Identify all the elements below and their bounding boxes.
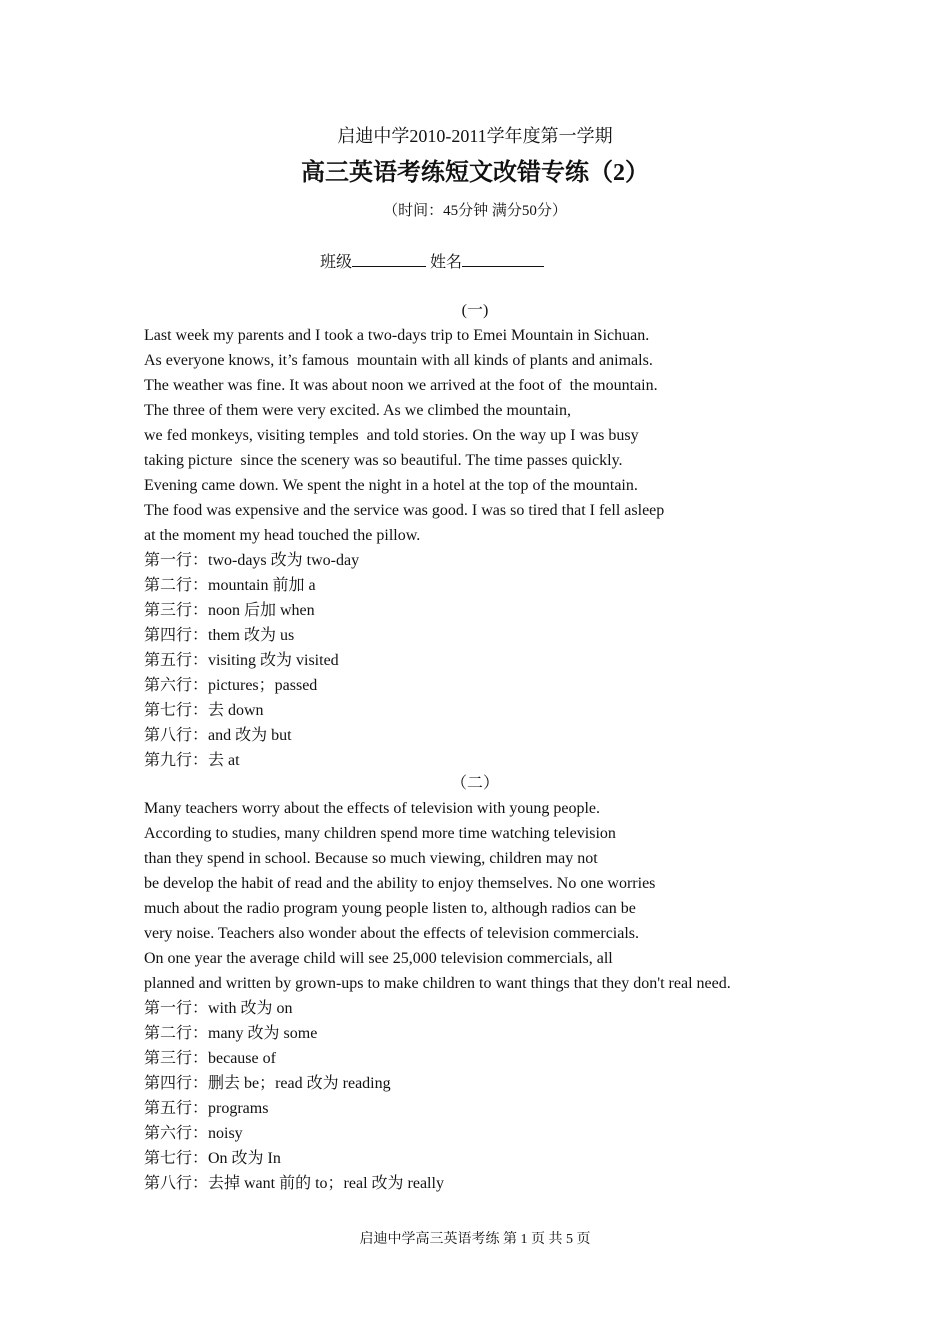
section-1-heading: (一) (461, 302, 489, 319)
passage-line: Many teachers worry about the effects of television with young people. (144, 800, 601, 817)
student-info-line (320, 250, 544, 274)
answer-line: 第五行：programs (144, 1100, 269, 1117)
answer-line: 第七行：去 down (144, 702, 264, 719)
answer-line: 第三行：because of (144, 1050, 276, 1067)
answer-line: 第六行：pictures；passed (144, 677, 318, 694)
answer-line: 第四行：them 改为 us (144, 627, 295, 644)
passage-line: The weather was fine. It was about noon we arrived at the foot of the mountain. (144, 377, 658, 394)
answer-line: 第八行：去掉 want 前的 to；real 改为 really (144, 1175, 444, 1192)
exam-time-info: （时间：45分钟 满分50分） (383, 203, 567, 219)
page-title: 高三英语考练短文改错专练（2） (301, 160, 649, 186)
page-footer: 启迪中学高三英语考练 第 1 页 共 5 页 (359, 1232, 591, 1247)
passage-line: we fed monkeys, visiting temples and told stories. On the way up I was busy (144, 427, 639, 444)
answer-line: 第七行：On 改为 In (144, 1150, 281, 1167)
answer-line: 第二行：mountain 前加 a (144, 577, 316, 594)
passage-line: at the moment my head touched the pillow. (144, 527, 421, 544)
passage-line: much about the radio program young people listen to, although radios can be (144, 900, 636, 917)
name-blank (462, 250, 544, 267)
passage-line: On one year the average child will see 25,000 television commercials, all (144, 950, 613, 967)
passage-line: Last week my parents and I took a two-days trip to Emei Mountain in Sichuan. (144, 327, 650, 344)
passage-line: than they spend in school. Because so much viewing, children may not (144, 850, 598, 867)
class-blank (352, 250, 426, 267)
passage-line: planned and written by grown-ups to make children to want things that they don't real need. (144, 975, 731, 992)
answer-line: 第二行：many 改为 some (144, 1025, 318, 1042)
answer-line: 第八行：and 改为 but (144, 727, 292, 744)
answer-line: 第一行：two-days 改为 two-day (144, 552, 360, 569)
answer-line: 第九行：去 at (144, 752, 240, 769)
section-2-answers (144, 996, 924, 1196)
section-1-answers (144, 548, 924, 773)
section-2-heading: （二） (450, 775, 499, 792)
passage-line: taking picture since the scenery was so beautiful. The time passes quickly. (144, 452, 623, 469)
passage-line: Evening came down. We spent the night in a hotel at the top of the mountain. (144, 477, 638, 494)
section-1-passage (144, 323, 924, 548)
answer-line: 第一行：with 改为 on (144, 1000, 293, 1017)
section-2-passage (144, 796, 924, 996)
name-label: 姓名 (430, 254, 463, 271)
passage-line: As everyone knows, it’s famous mountain with all kinds of plants and animals. (144, 352, 653, 369)
answer-line: 第四行：删去 be；read 改为 reading (144, 1075, 391, 1092)
answer-line: 第三行：noon 后加 when (144, 602, 315, 619)
class-label: 班级 (320, 254, 353, 271)
passage-line: According to studies, many children spend more time watching television (144, 825, 616, 842)
school-term-line: 启迪中学2010-2011学年度第一学期 (337, 126, 613, 146)
answer-line: 第五行：visiting 改为 visited (144, 652, 339, 669)
answer-line: 第六行：noisy (144, 1125, 243, 1142)
passage-line: be develop the habit of read and the ability to enjoy themselves. No one worries (144, 875, 656, 892)
passage-line: very noise. Teachers also wonder about the effects of television commercials. (144, 925, 640, 942)
passage-line: The food was expensive and the service was good. I was so tired that I fell asleep (144, 502, 665, 519)
passage-line: The three of them were very excited. As we climbed the mountain, (144, 402, 571, 419)
